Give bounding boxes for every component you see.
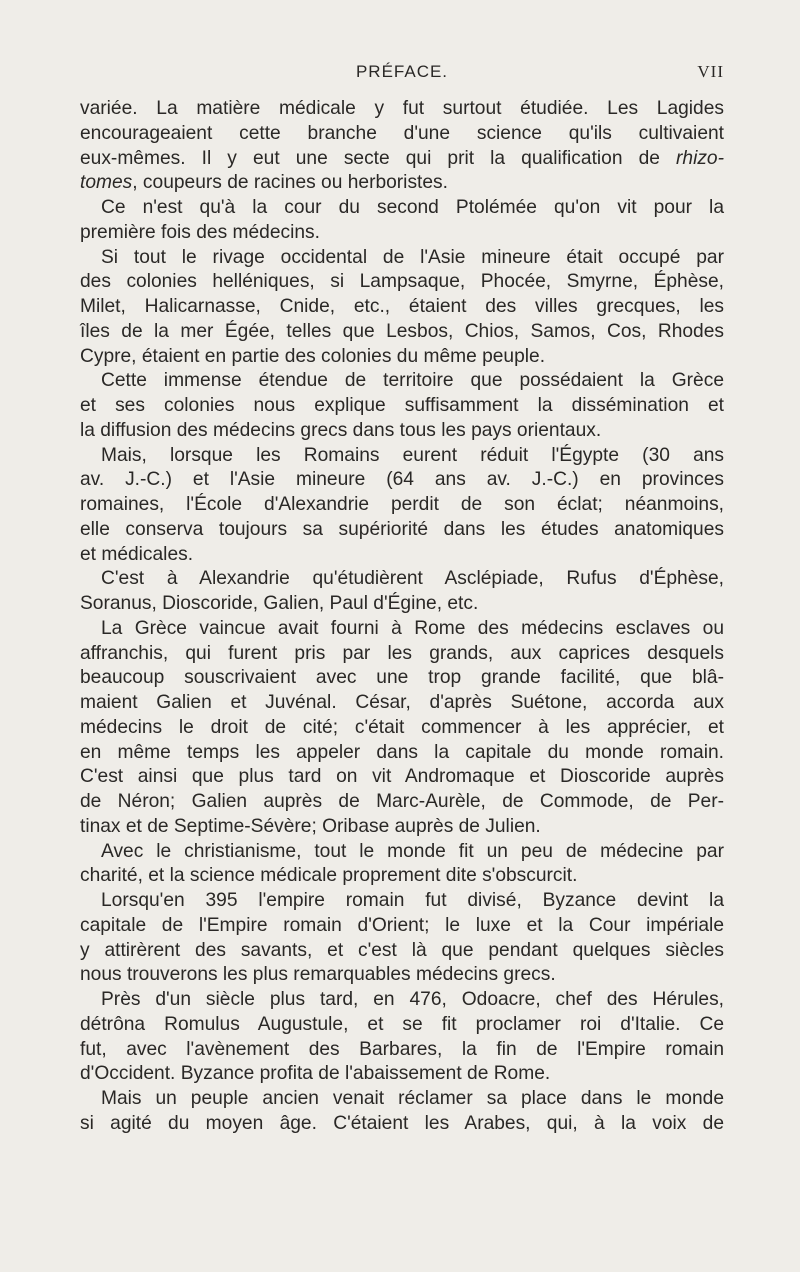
text-line: de Néron; Galien auprès de Marc-Aurèle, de Commode, de Per- (80, 791, 724, 812)
text-line: des colonies helléniques, si Lampsaque, Phocée, Smyrne, Éphèse, (80, 271, 724, 293)
text-line: elle conserva toujours sa supériorité dans les études anatomiques (80, 518, 724, 540)
text-line: variée. La matière médicale y fut surtout étudiée. Les Lagides (80, 98, 724, 119)
text-line: Soranus, Dioscoride, Galien, Paul d'Égine, etc. (80, 593, 479, 614)
text-line: détrôna Romulus Augustule, et se fit proclamer roi d'Italie. Ce (80, 1013, 724, 1035)
text-line: Si tout le rivage occidental de l'Asie mineure était occupé par (101, 246, 724, 268)
text-line: C'est à Alexandrie qu'étudièrent Asclépiade, Rufus d'Éphèse, (101, 568, 724, 590)
text-line: et médicales. (80, 543, 194, 565)
text-line: en même temps les appeler dans la capitale du monde romain. (80, 741, 724, 763)
text-line: si agité du moyen âge. C'étaient les Arabes, qui, à la voix de (80, 1112, 724, 1134)
text-line: tinax et de Septime-Sévère; Oribase auprès de Julien. (80, 815, 541, 837)
text-line: Lorsqu'en 395 l'empire romain fut divisé, Byzance devint la (101, 890, 724, 911)
text-line: Mais, lorsque les Romains eurent réduit l'Égypte (30 ans (101, 444, 724, 466)
text-line: La Grèce vaincue avait fourni à Rome des médecins esclaves ou (101, 617, 724, 639)
page-number: VII (697, 62, 724, 81)
text-line: romaines, l'École d'Alexandrie perdit de son éclat; néanmoins, (80, 494, 724, 515)
text-line: charité, et la science médicale proprement dite s'obscurcit. (80, 865, 578, 887)
text-line: et ses colonies nous explique suffisamment la dissémination et (80, 395, 724, 416)
text-line: tomes, coupeurs de racines ou herboristes. (80, 172, 448, 194)
text-line: d'Occident. Byzance profita de l'abaissement de Rome. (80, 1063, 551, 1085)
running-title: PRÉFACE. (355, 62, 449, 81)
text-line: Mais un peuple ancien venait réclamer sa place dans le monde (101, 1088, 724, 1109)
text-line: fut, avec l'avènement des Barbares, la fin de l'Empire romain (80, 1038, 724, 1060)
text-line: médecins le droit de cité; c'était commencer à les apprécier, et (80, 716, 724, 738)
text-line: capitale de l'Empire romain d'Orient; le luxe et la Cour impériale (80, 914, 724, 936)
text-line: affranchis, qui furent pris par les grands, aux caprices desquels (80, 642, 724, 664)
text-line: eux-mêmes. Il y eut une secte qui prit la qualification de rhizo- (80, 147, 724, 169)
text-line: Ce n'est qu'à la cour du second Ptolémée qu'on vit pour la (101, 197, 724, 218)
text-line: C'est ainsi que plus tard on vit Andromaque et Dioscoride auprès (80, 766, 724, 788)
text-line: Avec le christianisme, tout le monde fit un peu de médecine par (101, 840, 724, 862)
text-line: maient Galien et Juvénal. César, d'après Suétone, accorda aux (80, 692, 724, 713)
running-head (80, 62, 724, 86)
text-line: Milet, Halicarnasse, Cnide, etc., étaient des villes grecques, les (80, 296, 724, 317)
text-line: Cypre, étaient en partie des colonies du même peuple. (80, 345, 546, 367)
text-line: îles de la mer Égée, telles que Lesbos, Chios, Samos, Cos, Rhodes (80, 320, 724, 342)
body-text (80, 97, 724, 1137)
text-line: la diffusion des médecins grecs dans tous les pays orientaux. (80, 419, 602, 441)
text-line: y attirèrent des savants, et c'est là que pendant quelques siècles (80, 939, 724, 961)
text-line: première fois des médecins. (80, 221, 320, 243)
text-line: Cette immense étendue de territoire que possédaient la Grèce (101, 370, 724, 392)
text-line: beaucoup souscrivaient avec une trop grande facilité, que blâ- (80, 667, 724, 689)
text-line: nous trouverons les plus remarquables médecins grecs. (80, 964, 556, 986)
text-line: Près d'un siècle plus tard, en 476, Odoacre, chef des Hérules, (101, 989, 724, 1010)
text-line: encourageaient cette branche d'une science qu'ils cultivaient (80, 122, 724, 144)
text-line: av. J.-C.) et l'Asie mineure (64 ans av. J.-C.) en provinces (80, 469, 724, 491)
